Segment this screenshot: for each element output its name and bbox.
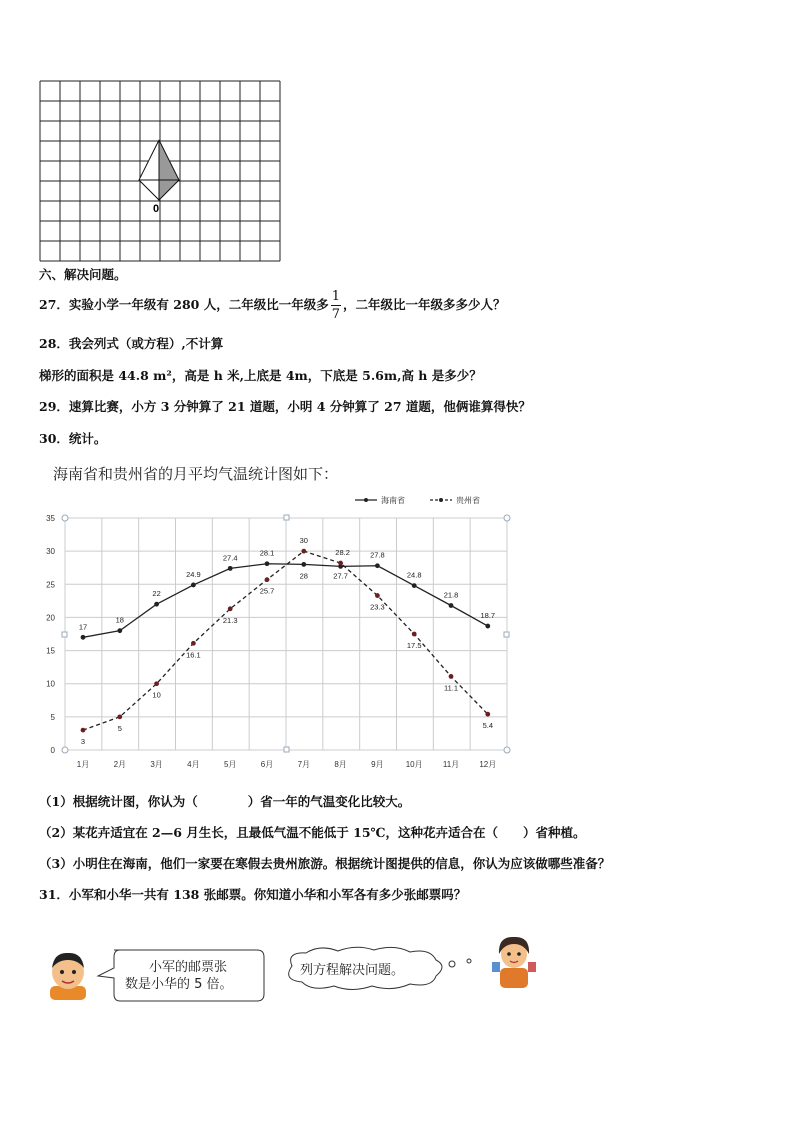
frame-handle — [504, 632, 509, 637]
data-point — [265, 577, 270, 582]
data-point — [301, 549, 306, 554]
data-label: 11.1 — [443, 683, 459, 693]
data-label: 30 — [299, 536, 308, 546]
legend-label: 海南省 — [381, 496, 405, 505]
chart-series — [79, 536, 495, 746]
data-point — [117, 628, 122, 633]
data-label: 25.7 — [259, 586, 275, 596]
q27-before: 27．实验小学一年级有 280 人，二年级比一年级多 — [39, 297, 329, 312]
data-point — [191, 583, 196, 588]
data-label: 22 — [152, 589, 161, 599]
y-tick-label: 0 — [50, 746, 55, 755]
x-tick-label: 6月 — [260, 760, 274, 769]
bubble-left-line1: 小军的邮票张 — [149, 960, 228, 975]
chart-grid — [65, 518, 507, 750]
frame-handle — [504, 747, 510, 753]
data-point — [191, 641, 196, 646]
data-label: 3 — [80, 737, 86, 747]
data-label: 24.9 — [186, 569, 201, 579]
series-line-0 — [83, 564, 488, 638]
y-tick-label: 20 — [46, 613, 55, 623]
data-point — [375, 593, 380, 598]
frame-handle — [62, 515, 68, 521]
grid-figure — [39, 80, 281, 262]
chart-x-ticks — [77, 760, 496, 769]
fraction-denominator: 7 — [331, 307, 340, 322]
data-point — [228, 606, 233, 611]
bubble-left-text — [125, 959, 261, 993]
kite-left-half — [139, 140, 159, 200]
data-label: 28.1 — [259, 548, 275, 558]
x-tick-label: 8月 — [334, 760, 347, 769]
question-30: 30．统计。 — [39, 431, 107, 446]
data-point — [485, 712, 490, 717]
data-point — [154, 602, 159, 607]
kite-shaded-half — [159, 140, 179, 200]
x-tick-label: 2月 — [113, 760, 127, 769]
data-point — [228, 566, 233, 571]
question-31: 31．小军和小华一共有 138 张邮票。你知道小华和小军各有多少张邮票吗？ — [39, 887, 467, 902]
y-tick-label: 15 — [46, 646, 55, 656]
data-label: 21.8 — [443, 590, 459, 600]
q30-sub2: （2）某花卉适宜在 2—6 月生长，且最低气温不能低于 15℃，这种花卉适合在（ ）省种植。 — [39, 825, 586, 840]
frame-handle — [62, 632, 67, 637]
data-label: 27.7 — [333, 571, 348, 581]
frame-handle — [504, 515, 510, 521]
y-tick-label: 30 — [46, 547, 55, 557]
x-tick-label: 9月 — [371, 760, 384, 769]
question-27 — [39, 288, 506, 323]
data-label: 24.8 — [406, 570, 422, 580]
data-label: 27.8 — [370, 550, 385, 560]
question-29: 29．速算比赛，小方 3 分钟算了 21 道题，小明 4 分钟算了 27 道题，他俩谁算得快？ — [39, 399, 531, 414]
temperature-chart — [30, 488, 530, 788]
data-label: 18.7 — [480, 611, 496, 621]
data-point — [412, 632, 417, 637]
data-point — [375, 563, 380, 568]
chart-y-ticks — [46, 514, 55, 755]
fraction — [331, 288, 341, 323]
legend-label: 贵州省 — [456, 496, 480, 505]
bubble-left-line2: 数是小华的 5 倍。 — [125, 977, 233, 992]
legend-marker — [364, 498, 368, 502]
y-tick-label: 10 — [46, 679, 55, 689]
bubble-right-text: 列方程解决问题。 — [300, 963, 405, 978]
data-point — [449, 674, 454, 679]
series-line-1 — [83, 548, 488, 730]
frame-handle — [284, 515, 289, 520]
x-tick-label: 7月 — [297, 760, 311, 769]
data-point — [449, 603, 454, 608]
data-label: 17.5 — [406, 641, 422, 650]
x-tick-label: 11月 — [442, 760, 460, 769]
boy-illustration-icon — [42, 948, 94, 1000]
y-tick-label: 35 — [46, 514, 55, 523]
x-tick-label: 10月 — [405, 760, 423, 769]
y-tick-label: 25 — [46, 580, 55, 590]
data-label: 23.3 — [370, 602, 385, 612]
q27-after: ，二年级比一年级多多少人？ — [342, 297, 506, 312]
fraction-numerator: 1 — [331, 289, 340, 304]
q30-sub3: （3）小明住在海南，他们一家要在寒假去贵州旅游。根据统计图提供的信息，你认为应该做哪些准备？ — [39, 856, 611, 871]
frame-handle — [284, 747, 289, 752]
data-label: 16.1 — [186, 650, 201, 660]
data-label: 10 — [152, 690, 161, 700]
data-label: 28 — [299, 571, 308, 581]
frame-handle — [62, 747, 68, 753]
x-tick-label: 4月 — [187, 760, 200, 769]
x-tick-label: 12月 — [479, 760, 497, 769]
chart-legend — [355, 495, 480, 505]
data-label: 5 — [117, 723, 122, 733]
x-tick-label: 1月 — [76, 760, 90, 769]
data-point — [154, 681, 159, 686]
data-label: 28.2 — [335, 548, 350, 558]
question-28-line1: 28．我会列式（或方程）,不计算 — [39, 336, 224, 351]
data-point — [485, 624, 490, 629]
chart-caption: 海南省和贵州省的月平均气温统计图如下： — [53, 465, 339, 483]
x-tick-label: 5月 — [223, 760, 237, 769]
origin-label: 0 — [153, 203, 160, 215]
q30-sub1: （1）根据统计图，你认为（ ）省一年的气温变化比较大。 — [39, 794, 411, 809]
girl-illustration-icon — [490, 932, 538, 992]
data-point — [338, 561, 343, 566]
data-point — [81, 728, 86, 733]
data-label: 21.3 — [222, 615, 238, 625]
data-point — [301, 562, 306, 567]
data-label: 5.4 — [482, 721, 494, 731]
legend-marker — [439, 498, 443, 502]
data-point — [81, 635, 86, 640]
data-label: 27.4 — [222, 553, 238, 563]
y-tick-label: 5 — [50, 712, 55, 722]
x-tick-label: 3月 — [150, 760, 163, 769]
data-point — [412, 583, 417, 588]
data-point — [117, 714, 122, 719]
data-label: 17 — [78, 622, 88, 632]
data-point — [265, 561, 270, 566]
section-heading: 六、解决问题。 — [39, 267, 127, 282]
question-28-line2: 梯形的面积是 44.8 m²，高是 h 米,上底是 4m，下底是 5.6m,高 h 是多少？ — [39, 368, 482, 383]
data-label: 18 — [115, 615, 124, 625]
